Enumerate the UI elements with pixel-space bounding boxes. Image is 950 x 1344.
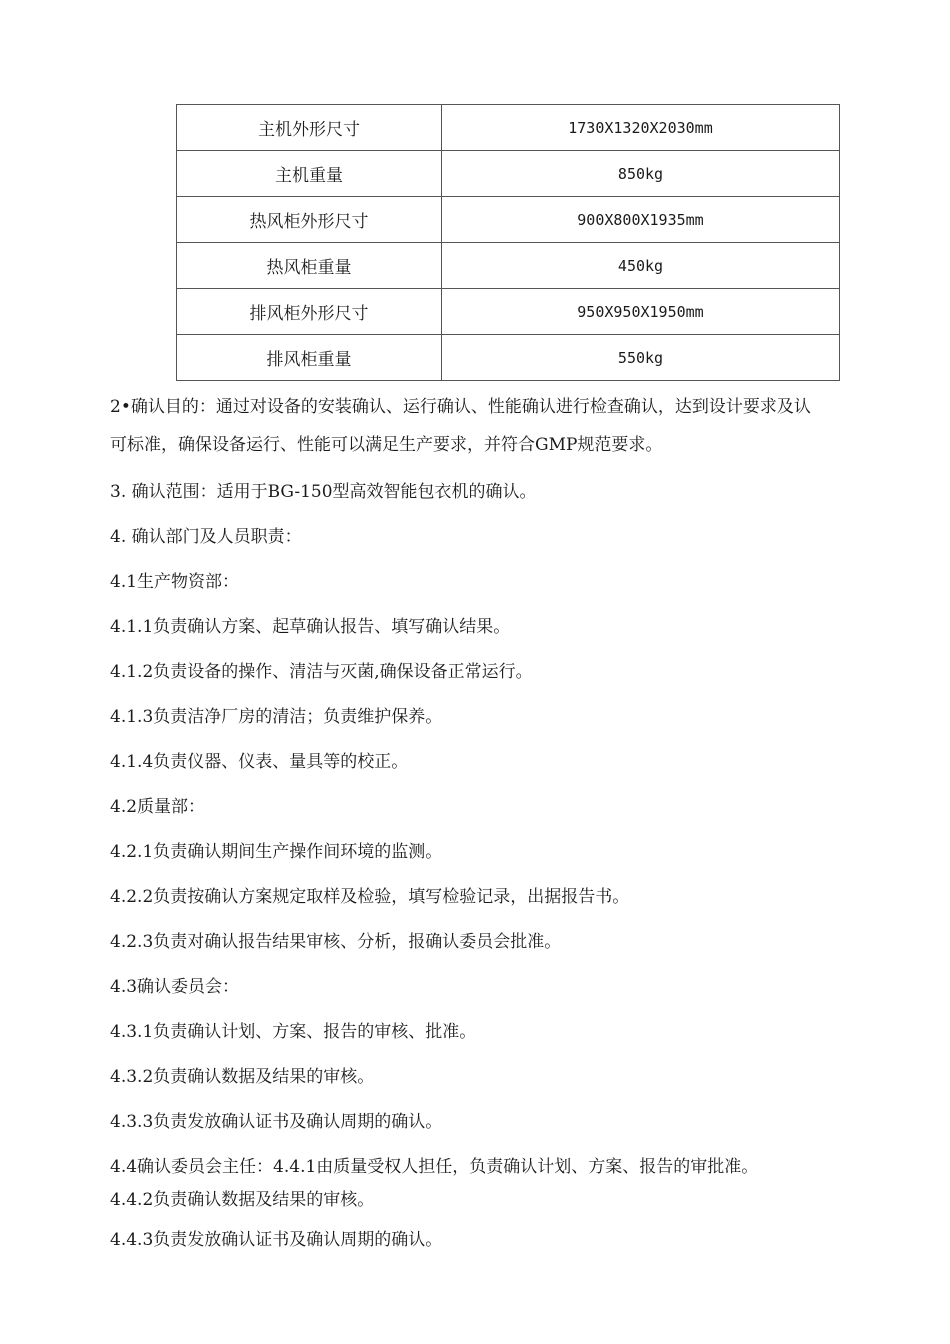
list-item: 4.1.3负责洁净厂房的清洁；负责维护保养。 (110, 707, 443, 727)
table-row (177, 289, 840, 335)
spec-label: 热风柜重量 (177, 243, 442, 289)
section-heading-production: 4.1生产物资部： (110, 572, 240, 592)
list-item: 4.1.4负责仪器、仪表、量具等的校正。 (110, 752, 409, 772)
spec-label: 主机重量 (177, 151, 442, 197)
equipment-spec-table (176, 104, 840, 381)
spec-label: 排风柜重量 (177, 335, 442, 381)
table-row (177, 197, 840, 243)
spec-value: 450kg (442, 243, 840, 289)
table-row (177, 151, 840, 197)
list-item: 4.4.3负责发放确认证书及确认周期的确认。 (110, 1230, 443, 1250)
spec-value: 550kg (442, 335, 840, 381)
table-row (177, 243, 840, 289)
list-item: 4.2.2负责按确认方案规定取样及检验，填写检验记录，出据报告书。 (110, 887, 630, 907)
spec-label: 排风柜外形尺寸 (177, 289, 442, 335)
section-heading-responsibilities: 4. 确认部门及人员职责： (110, 527, 302, 547)
scope-paragraph: 3. 确认范围：适用于BG-150型高效智能包衣机的确认。 (110, 482, 537, 502)
section-heading-committee: 4.3确认委员会： (110, 977, 240, 997)
spec-value: 900X800X1935mm (442, 197, 840, 243)
purpose-paragraph-line-1: 2•确认目的：通过对设备的安装确认、运行确认、性能确认进行检查确认，达到设计要求及认 (110, 397, 811, 417)
spec-value: 850kg (442, 151, 840, 197)
list-item: 4.3.3负责发放确认证书及确认周期的确认。 (110, 1112, 443, 1132)
list-item: 4.4.2负责确认数据及结果的审核。 (110, 1190, 375, 1210)
list-item: 4.1.2负责设备的操作、清洁与灭菌,确保设备正常运行。 (110, 662, 533, 682)
list-item: 4.2.1负责确认期间生产操作间环境的监测。 (110, 842, 443, 862)
list-item: 4.1.1负责确认方案、起草确认报告、填写确认结果。 (110, 617, 511, 637)
spec-value: 950X950X1950mm (442, 289, 840, 335)
table-row (177, 335, 840, 381)
purpose-paragraph-line-2: 可标准，确保设备运行、性能可以满足生产要求，并符合GMP规范要求。 (110, 435, 663, 455)
list-item: 4.2.3负责对确认报告结果审核、分析，报确认委员会批准。 (110, 932, 562, 952)
spec-value: 1730X1320X2030mm (442, 105, 840, 151)
section-heading-committee-director: 4.4确认委员会主任：4.4.1由质量受权人担任，负责确认计划、方案、报告的审批准。 (110, 1157, 759, 1177)
spec-label: 热风柜外形尺寸 (177, 197, 442, 243)
section-heading-quality: 4.2质量部： (110, 797, 206, 817)
spec-label: 主机外形尺寸 (177, 105, 442, 151)
table-row (177, 105, 840, 151)
list-item: 4.3.1负责确认计划、方案、报告的审核、批准。 (110, 1022, 477, 1042)
list-item: 4.3.2负责确认数据及结果的审核。 (110, 1067, 375, 1087)
